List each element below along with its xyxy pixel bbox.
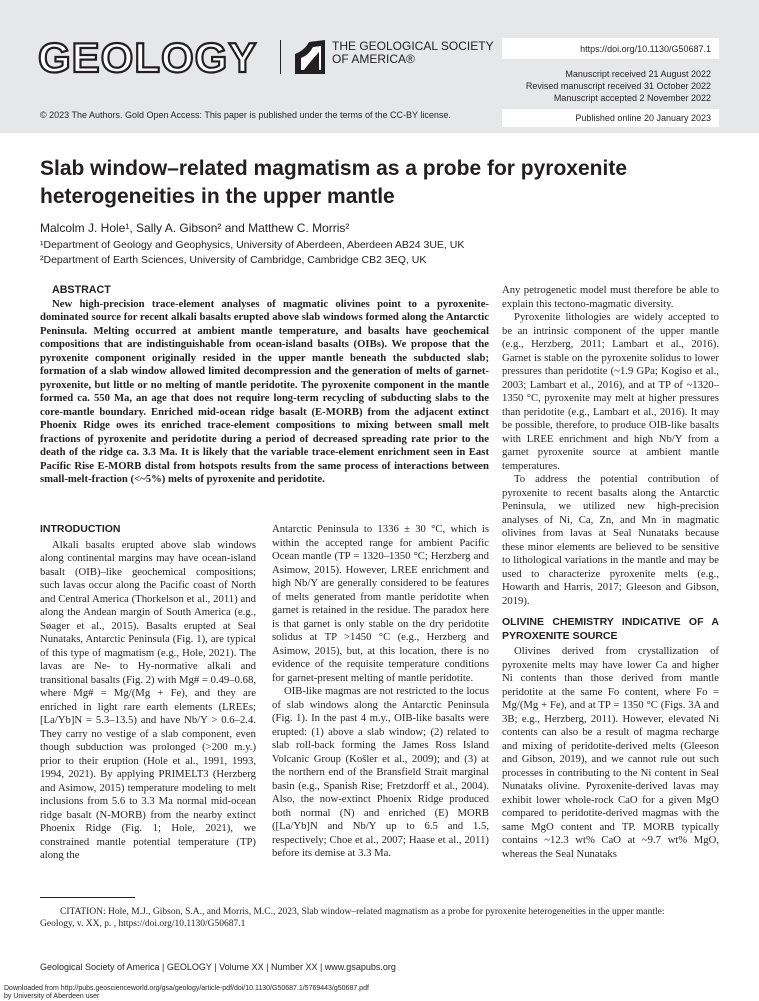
download-url[interactable]: Downloaded from http://pubs.geoscienceworld.org/gsa/geology/article-pdf/doi/10.1130/G50687.1/5769443/g50687.pdf: [4, 985, 369, 992]
olivine-paragraph-1: Olivines derived from crystallization of pyroxenite melts may have lower Ca and higher Ni contents than those derived from mantle peridotite at the same Fo content, where Fo = Mg/(Mg + Fe), and at TP = 1350 °C (Figs. 3A and 3B; e.g., Herzberg, 2011). However, elevated Ni contents can also be a result of magma recharge and mixing of peridotite-derived melts (Gleeson and Gibson, 2019), and we cannot rule out such processes in contributing to the Ni content in Seal Nunataks olivine. Pyroxenite-derived lavas may exhibit lower whole-rock CaO for a given MgO compared to peridotite-derived magmas with the same MgO content and TP. MORB typically contains ~12.3 wt% CaO at ~9.7 wt% MgO, whereas the Seal Nunataks: [502, 645, 719, 860]
citation-block: [40, 906, 719, 930]
citation-line-2[interactable]: Geology, v. XX, p. , https://doi.org/10.1130/G50687.1: [40, 919, 246, 929]
revised-date: Revised manuscript received 31 October 2022: [525, 81, 711, 91]
abstract-body: New high-precision trace-element analyses of magmatic olivines point to a pyroxenite-dominated source for recent alkali basalts erupted above slab windows formed along the Antarctic Peninsula. Melting occurred at ambient mantle temperature, and basalts have geochemical compositions that are indistinguishable from ocean-island basalts (OIBs). We propose that the pyroxenite component originally resided in the upper mantle beneath the subducted slab; formation of a slab window allowed limited decompression and the generation of melts of garnet-pyroxenite, but little or no melting of mantle peridotite. The pyroxenite component in the mantle formed ca. 550 Ma, an age that does not require long-term recycling of subducting slabs to the core-mantle boundary. Enriched mid-ocean ridge basalt (E-MORB) from the adjacent extinct Phoenix Ridge owes its enriched trace-element compositions to mixing between small melt fractions of pyroxenite and peridotite during a period of decreased spreading rate prior to the death of the ridge ca. 3.3 Ma. It is likely that the variable trace-element enrichment seen in East Pacific Rise E-MORB distal from hotspots results from the same process of interactions between small-melt-fraction (<~5%) melts of pyroxenite and peridotite.: [40, 297, 489, 485]
accepted-date: Manuscript accepted 2 November 2022: [553, 93, 711, 103]
col3-paragraph-2: Pyroxenite lithologies are widely accepted to be an intrinsic component of the upper mantle (e.g., Herzberg, 2011; Lambart et al., 2016). Garnet is stable on the pyroxenite solidus to lower pressures than peridotite (~1.9 GPa; Kogiso et al., 2003; Lambart et al., 2016), and at TP of ~1320–1350 °C, pyroxenite may melt at higher pressures than peridotite (e.g., Lambart et al., 2016). It may be possible, therefore, to produce OIB-like basalts with LREE enrichment and high Nb/Y from a garnet pyroxenite source at ambient mantle temperatures.: [502, 311, 719, 472]
introduction-heading: INTRODUCTION: [40, 523, 121, 535]
society-name-line-1: THE GEOLOGICAL SOCIETY: [332, 39, 494, 53]
gsa-logo-icon: [295, 40, 325, 74]
affiliation-2: ²Department of Earth Sciences, University of Cambridge, Cambridge CB2 3EQ, UK: [40, 254, 427, 266]
author-list: Malcolm J. Hole¹, Sally A. Gibson² and Matthew C. Morris²: [40, 221, 350, 235]
intro-paragraph-2: OIB-like magmas are not restricted to the locus of slab windows along the Antarctic Peninsula (Fig. 1). In the past 4 m.y., OIB-like basalts were erupted: (1) above a slab window; (2) related to slab roll-back forming the James Ross Island Volcanic Group (Košler et al., 2009); and (3) at the northern end of the Bransfield Strait marginal basin (e.g., Spanish Rise; Fretzdorff et al., 2004). Also, the now-extinct Phoenix Ridge produced both normal (N) and enriched (E) MORB ([La/Yb]N and Nb/Y up to 6.5 and 1.5, respectively; Choe et al., 2007; Haase et al., 2011) before its demise at 3.3 Ma.: [272, 685, 489, 859]
olivine-section-heading: OLIVINE CHEMISTRY INDICATIVE OF A PYROXENITE SOURCE: [502, 616, 719, 642]
received-date: Manuscript received 21 August 2022: [565, 69, 711, 79]
intro-paragraph-1: Alkali basalts erupted above slab windows along continental margins may have ocean-island basalt (OIB)–like geochemical compositions; such lavas occur along the Pacific coast of North and Central America (Thorkelson et al., 2011) and along the Andean margin of South America (e.g., Søager et al., 2015). Basalts erupted at Seal Nunataks, Antarctic Peninsula (Fig. 1), are typical of this type of magmatism (e.g., Hole, 2021). The lavas are Ne- to Hy-normative alkali and transitional basalts (Fig. 2) with Mg# = 0.49–0.68, where Mg# = Mg/(Mg + Fe), and they are enriched in light rare earth elements (LREEs; [La/Yb]N = 5.3–13.5) and have Nb/Y > 0.6–2.4. They carry no vestige of a slab component, even though subduction was prolonged (>200 m.y.) prior to their eruption (Hole et al., 1991, 1993, 1994, 2021). By applying PRIMELT3 (Herzberg and Asimow, 2015) temperature modeling to melt inclusions from 5.6 to 3.3 Ma normal mid-ocean ridge basalt (N-MORB) from the nearby extinct Phoenix Ridge (Fig. 1; Hole, 2021), we constrained mantle potential temperature (TP) along the: [40, 538, 256, 861]
citation-line-1: CITATION: Hole, M.J., Gibson, S.A., and Morris, M.C., 2023, Slab window–related magmatism as a probe for pyroxenite heterogeneities in the upper mantle:: [60, 907, 665, 917]
abstract-heading: ABSTRACT: [52, 284, 111, 296]
download-user: by University of Aberdeen user: [4, 993, 100, 1000]
column-1: [40, 523, 256, 863]
published-online: Published online 20 January 2023: [502, 109, 719, 127]
manuscript-dates: [502, 68, 711, 104]
page-footer: Geological Society of America | GEOLOGY | Volume XX | Number XX | www.gsapubs.org: [40, 962, 396, 972]
affiliation-1: ¹Department of Geology and Geophysics, University of Aberdeen, Aberdeen AB24 3UE, UK: [40, 239, 465, 251]
intro-paragraph-continued: Antarctic Peninsula to 1336 ± 30 °C, which is within the accepted range for ambient Pacific Ocean mantle (TP = 1320–1350 °C; Herzberg and Asimow, 2015). However, LREE enrichment and high Nb/Y are generally considered to be features of melts generated from mantle peridotite when garnet is retained in the residue. The paradox here is that garnet is only stable on the dry peridotite solidus at TP >1450 °C (e.g., Herzberg and Asimow, 2015), but, at this location, there is no evidence of the requisite temperature conditions for garnet-present melting of mantle peridotite.: [272, 523, 489, 684]
col3-paragraph-1: Any petrogenetic model must therefore be able to explain this tectono-magmatic diversity.: [502, 284, 719, 310]
logo-divider: [280, 40, 281, 74]
citation-divider: [40, 897, 135, 898]
column-2: [272, 523, 489, 861]
license-text: © 2023 The Authors. Gold Open Access: This paper is published under the terms of the CC-BY license.: [40, 110, 451, 120]
journal-logo[interactable]: GEOLOGY: [38, 34, 258, 81]
society-name[interactable]: [332, 40, 494, 66]
column-3: [502, 284, 719, 861]
article-title: Slab window–related magmatism as a probe for pyroxenite heterogeneities in the upper mantle: [40, 157, 627, 208]
doi-link[interactable]: https://doi.org/10.1130/G50687.1: [502, 38, 719, 59]
society-name-line-2: OF AMERICA®: [332, 52, 415, 66]
abstract-section: [40, 284, 489, 487]
col3-paragraph-3: To address the potential contribution of pyroxenite to recent basalts along the Antarctic Peninsula, we utilized new high-precision analyses of Ni, Ca, Zn, and Mn in magmatic olivines from lavas at Seal Nunataks because these minor elements are believed to be sensitive to lithological variations in the mantle and may be used to characterize pyroxenite melts (e.g., Howarth and Harris, 2017; Gleeson and Gibson, 2019).: [502, 473, 719, 607]
download-note: [4, 985, 369, 1001]
